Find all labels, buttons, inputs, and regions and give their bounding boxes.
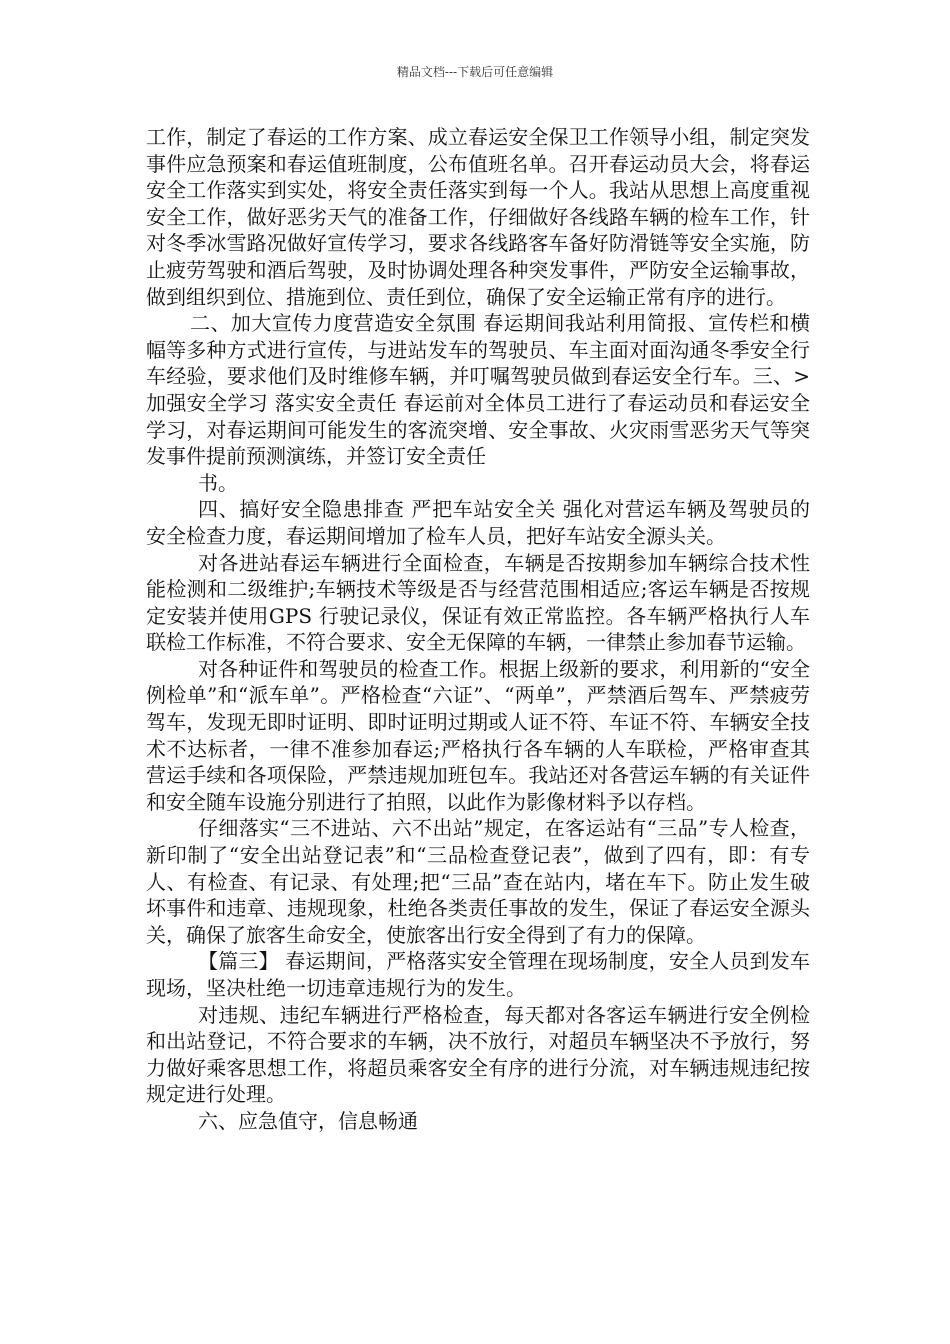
paragraph-2: 二、加大宣传力度营造安全氛围 春运期间我站利用简报、宣传栏和横幅等多种方式进行宣传，与进站发车的驾驶员、车主面对面沟通冬季安全行车经验，要求他们及时维修车辆，并叮嘱驾驶员做到春运安全行车。三、>加强安全学习 落实安全责任 春运前对全体员工进行了春运动员和春运安全学习，对春运期间可能发生的客流突增、安全事故、火灾雨雪恶劣天气等突发事件提前预测演练，并签订安全责任: [146, 311, 810, 469]
paragraph-5: 对各进站春运车辆进行全面检查，车辆是否按期参加车辆综合技术性能检测和二级维护;车辆技术等级是否与经营范围相适应;客运车辆是否按规定安装并使用GPS 行驶记录仪，保证有效正常监控。各车辆严格执行人车联检工作标准，不符合要求、安全无保障的车辆，一律禁止参加春节运输。: [146, 550, 810, 655]
page-header: 精品文档---下载后可任意编辑: [396, 65, 554, 79]
paragraph-6: 对各种证件和驾驶员的检查工作。根据上级新的要求，利用新的“安全例检单”和“派车单”。严格检查“六证”、“两单”，严禁酒后驾车、严禁疲劳驾车，发现无即时证明、即时证明过期或人证不符、车证不符、车辆安全技术不达标者，一律不准参加春运;严格执行各车辆的人车联检，严格审查其营运手续和各项保险，严禁违规加班包车。我站还对各营运车辆的有关证件和安全随车设施分别进行了拍照，以此作为影像材料予以存档。: [146, 656, 810, 814]
paragraph-1: 工作，制定了春运的工作方案、成立春运安全保卫工作领导小组，制定突发事件应急预案和春运值班制度，公布值班名单。召开春运动员大会，将春运安全工作落实到实处，将安全责任落实到每一个人。我站从思想上高度重视安全工作，做好恶劣天气的准备工作，仔细做好各线路车辆的检车工作，针对冬季冰雪路况做好宣传学习，要求各线路客车备好防滑链等安全实施，防止疲劳驾驶和酒后驾驶，及时协调处理各种突发事件，严防安全运输事故，做到组织到位、措施到位、责任到位，确保了安全运输正常有序的进行。: [146, 125, 810, 309]
paragraph-10: 六、应急值守，信息畅通: [198, 1108, 418, 1133]
document-body: [146, 124, 810, 1135]
paragraph-4: 四、搞好安全隐患排查 严把车站安全关 强化对营运车辆及驾驶员的安全检查力度，春运期间增加了检车人员，把好车站安全源头关。: [146, 497, 810, 548]
paragraph-9: 对违规、违纪车辆进行严格检查，每天都对各客运车辆进行安全例检和出站登记，不符合要求的车辆，决不放行，对超员车辆坚决不予放行，努力做好乘客思想工作，将超员乘客安全有序的进行分流，对车辆违规违纪按规定进行处理。: [146, 1002, 810, 1107]
paragraph-3: 书。: [198, 470, 238, 495]
paragraph-7: 仔细落实“三不进站、六不出站”规定，在客运站有“三品”专人检查，新印制了“安全出站登记表”和“三品检查登记表”，做到了四有，即：有专人、有检查、有记录、有处理;把“三品”查在站内，堵在车下。防止发生破坏事件和违章、违规现象，杜绝各类责任事故的发生，保证了春运安全源头关，确保了旅客生命安全，使旅客出行安全得到了有力的保障。: [146, 816, 810, 947]
paragraph-8: 【篇三】 春运期间，严格落实安全管理在现场制度，安全人员到发车现场，坚决杜绝一切违章违规行为的发生。: [146, 949, 810, 1000]
